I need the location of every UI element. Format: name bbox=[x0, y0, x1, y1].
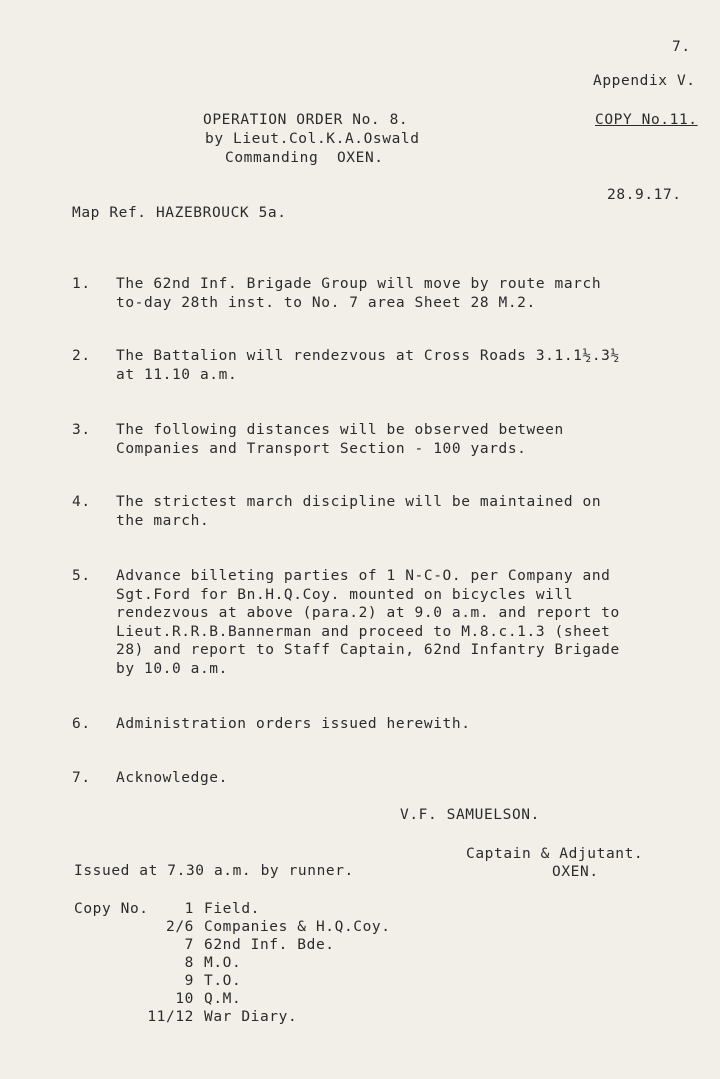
distribution-recipient: Companies & H.Q.Coy. bbox=[204, 919, 391, 935]
map-reference: Map Ref. HAZEBROUCK 5a. bbox=[72, 205, 287, 221]
paragraph-line: at 11.10 a.m. bbox=[116, 366, 238, 383]
distribution-copy-number: 7 bbox=[184, 937, 194, 953]
distribution-recipient: Field. bbox=[204, 901, 260, 917]
paragraph-number: 6. bbox=[72, 716, 91, 732]
paragraph-line: Advance billeting parties of 1 N-C-O. per Company and bbox=[116, 568, 611, 584]
order-byline: by Lieut.Col.K.A.Oswald bbox=[205, 131, 420, 147]
signature-name: V.F. SAMUELSON. bbox=[400, 807, 540, 823]
paragraph-line: Acknowledge. bbox=[116, 770, 228, 786]
distribution-copy-number: 2/6 bbox=[166, 919, 194, 935]
copy-number: COPY No.11. bbox=[595, 112, 698, 128]
paragraph-number: 3. bbox=[72, 422, 91, 438]
page-number: 7. bbox=[672, 39, 691, 55]
paragraph-line: The 62nd Inf. Brigade Group will move by route march bbox=[116, 276, 602, 292]
paragraph-line: 28) and report to Staff Captain, 62nd Infantry Brigade bbox=[116, 642, 620, 658]
distribution-recipient: T.O. bbox=[204, 973, 242, 989]
distribution-copy-number: 1 bbox=[184, 901, 194, 917]
issued-line: Issued at 7.30 a.m. by runner. bbox=[74, 863, 354, 879]
paragraph-number: 4. bbox=[72, 494, 91, 510]
paragraph-line: Lieut.R.R.B.Bannerman and proceed to M.8.c.1.3 (sheet bbox=[116, 623, 611, 640]
distribution-copy-number: 9 bbox=[184, 973, 194, 989]
distribution-label: Copy No. bbox=[74, 901, 149, 917]
paragraph-line: by 10.0 a.m. bbox=[116, 660, 228, 677]
paragraph-number: 5. bbox=[72, 568, 91, 584]
distribution-recipient: Q.M. bbox=[204, 991, 242, 1007]
distribution-copy-number: 10 bbox=[175, 991, 194, 1007]
paragraph-line: The strictest march discipline will be maintained on bbox=[116, 494, 602, 510]
paragraph-line: rendezvous at above (para.2) at 9.0 a.m. and report to bbox=[116, 605, 620, 621]
paragraph-line: Companies and Transport Section - 100 yards. bbox=[116, 440, 527, 457]
signature-unit: OXEN. bbox=[552, 864, 599, 880]
paragraph-line: Sgt.Ford for Bn.H.Q.Coy. mounted on bicycles will bbox=[116, 586, 574, 603]
appendix-label: Appendix V. bbox=[593, 73, 696, 89]
paragraph-number: 1. bbox=[72, 276, 91, 292]
distribution-recipient: 62nd Inf. Bde. bbox=[204, 937, 335, 953]
order-title: OPERATION ORDER No. 8. bbox=[203, 112, 409, 128]
distribution-recipient: M.O. bbox=[204, 955, 242, 971]
distribution-copy-number: 11/12 bbox=[147, 1009, 194, 1025]
distribution-recipient: War Diary. bbox=[204, 1009, 298, 1025]
paragraph-line: the march. bbox=[116, 512, 210, 529]
order-date: 28.9.17. bbox=[607, 187, 682, 203]
signature-rank: Captain & Adjutant. bbox=[466, 846, 644, 862]
distribution-copy-number: 8 bbox=[184, 955, 194, 971]
paragraph-number: 2. bbox=[72, 348, 91, 364]
paragraph-line: The Battalion will rendezvous at Cross Roads 3.1.1½.3½ bbox=[116, 348, 620, 364]
paragraph-line: Administration orders issued herewith. bbox=[116, 716, 471, 732]
paragraph-line: to-day 28th inst. to No. 7 area Sheet 28 M.2. bbox=[116, 294, 536, 311]
order-commanding: Commanding OXEN. bbox=[225, 150, 384, 166]
paragraph-number: 7. bbox=[72, 770, 91, 786]
paragraph-line: The following distances will be observed between bbox=[116, 422, 564, 438]
